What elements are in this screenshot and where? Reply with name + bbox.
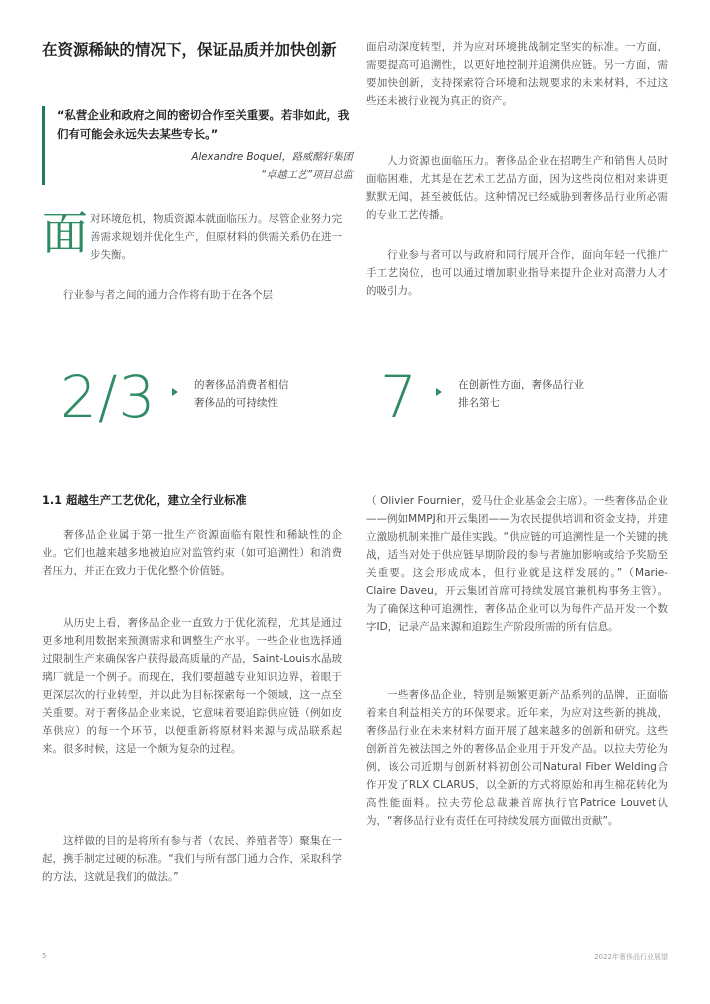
subsection-title: 1.1 超越生产工艺优化，建立全行业标准 (42, 494, 247, 507)
right-column-paragraph-2: 一些奢侈品企业，特别是频繁更新产品系列的品牌，正面临着来自利益相关方的环保要求。近年来，为应对这些新的挑战，奢侈品行业在未来材料方面开展了越来越多的创新和研究。这些创新首先被法国之外的奢侈品企业用于开发产品。以拉夫劳伦为例，该公司近期与创新材料初创公司Natural Fiber Welding合作开发了RLX CLARUS，以全新的方式将原始和再生棉花转化为高性能面料。拉夫劳伦总裁兼首席执行官Patrice Louvet认为，“奢侈品行业有责任在可持续发展方面做出贡献”。 (366, 689, 668, 827)
footer-document-title: 2022年奢侈品行业展望 (594, 953, 668, 961)
arrow-right-icon (172, 388, 178, 396)
drop-cap: 面 (42, 206, 88, 260)
quote-author-title: “卓越工艺”项目总监 (260, 170, 353, 181)
right-column-paragraph-1: （ Olivier Fournier，爱马仕企业基金会主席）。一些奢侈品企业——例如MMPJ和开云集团——为农民提供培训和资金支持，并建立激励机制来推广最佳实践。“供应链的可追溯性是一个关键的挑战，适当对处于供应链早期阶段的参与者施加影响或给予奖励至关重要。这会形成成本，但行业就是这样发展的。”（Marie-Claire Daveu，开云集团首席可持续发展官兼机构事务主管）。为了确保这种可追溯性，奢侈品企业可以为每件产品开发一个数字ID，记录产品来源和追踪生产阶段所需的所有信息。 (366, 495, 668, 633)
stat-label-ranking (458, 376, 584, 412)
quote-author-name: Alexandre Boquel，路威酩轩集团 (191, 152, 353, 163)
pull-quote (42, 106, 353, 185)
intro-paragraph-continued: 行业参与者之间的通力合作将有助于在各个层 (63, 289, 273, 301)
left-column-paragraph-3: 这样做的目的是将所有参与者（农民、养殖者等）聚集在一起，携手制定过硬的标准。“我们与所有部门通力合作，采取科学的方法，这就是我们的做法。” (42, 835, 342, 883)
stat-number-ranking: 7 (380, 363, 418, 431)
stat-label-line: 奢侈品的可持续性 (194, 397, 278, 409)
quote-author (57, 149, 353, 185)
stat-label-line: 排名第七 (458, 397, 500, 409)
stat-label-line: 在创新性方面，奢侈品行业 (458, 379, 584, 391)
stat-label-line: 的奢侈品消费者相信 (194, 379, 289, 391)
stat-number-consumers: 2/3 (60, 363, 157, 431)
left-column-paragraph-1: 奢侈品企业属于第一批生产资源面临有限性和稀缺性的企业。它们也越来越多地被迫应对监管约束（如可追溯性）和消费者压力，并正在致力于优化整个价值链。 (42, 529, 342, 577)
left-column-paragraph-2: 从历史上看，奢侈品企业一直致力于优化流程，尤其是通过更多地利用数据来预测需求和调整生产水平。一些企业也选择通过限制生产来确保客户获得最高质量的产品，Saint-Louis水晶玻璃厂就是一个例子。而现在，我们要超越专业知识边界，着眼于更深层次的行业转型，并以此为目标探索每一个领域，这一点至关重要。对于奢侈品企业来说，它意味着要追踪供应链（例如皮革供应）的每一个环节，以便重新将原材料来源与成品联系起来。很多时候，这是一个颇为复杂的过程。 (42, 617, 342, 755)
page-number: 5 (42, 952, 47, 960)
stat-label-consumers (194, 376, 289, 412)
right-paragraph-2: 人力资源也面临压力。奢侈品企业在招聘生产和销售人员时面临困难，尤其是在艺术工艺品方面，因为这些岗位相对来讲更默默无闻，甚至被低估。这种情况已经威胁到奢侈品行业所必需的专业工艺传播。 (366, 155, 668, 221)
quote-text: “私营企业和政府之间的密切合作至关重要。若非如此，我们有可能会永远失去某些专长。” (57, 108, 350, 141)
arrow-right-icon (436, 388, 442, 396)
intro-paragraph: 对环境危机，物质资源本就面临压力。尽管企业努力完善需求规划并优化生产，但原材料的供需关系仍在进一步失衡。 (90, 213, 342, 261)
right-paragraph-3: 行业参与者可以与政府和同行展开合作，面向年轻一代推广手工艺岗位，也可以通过增加职业指导来提升企业对高潜力人才的吸引力。 (366, 249, 668, 297)
section-heading: 在资源稀缺的情况下，保证品质并加快创新 (42, 41, 337, 59)
right-paragraph-1: 面启动深度转型，并为应对环境挑战制定坚实的标准。一方面，需要提高可追溯性，以更好地控制并追溯供应链。另一方面，需要加快创新，支持探索符合环境和法规要求的未来材料，不过这些还未被行业视为真正的资产。 (366, 41, 668, 107)
